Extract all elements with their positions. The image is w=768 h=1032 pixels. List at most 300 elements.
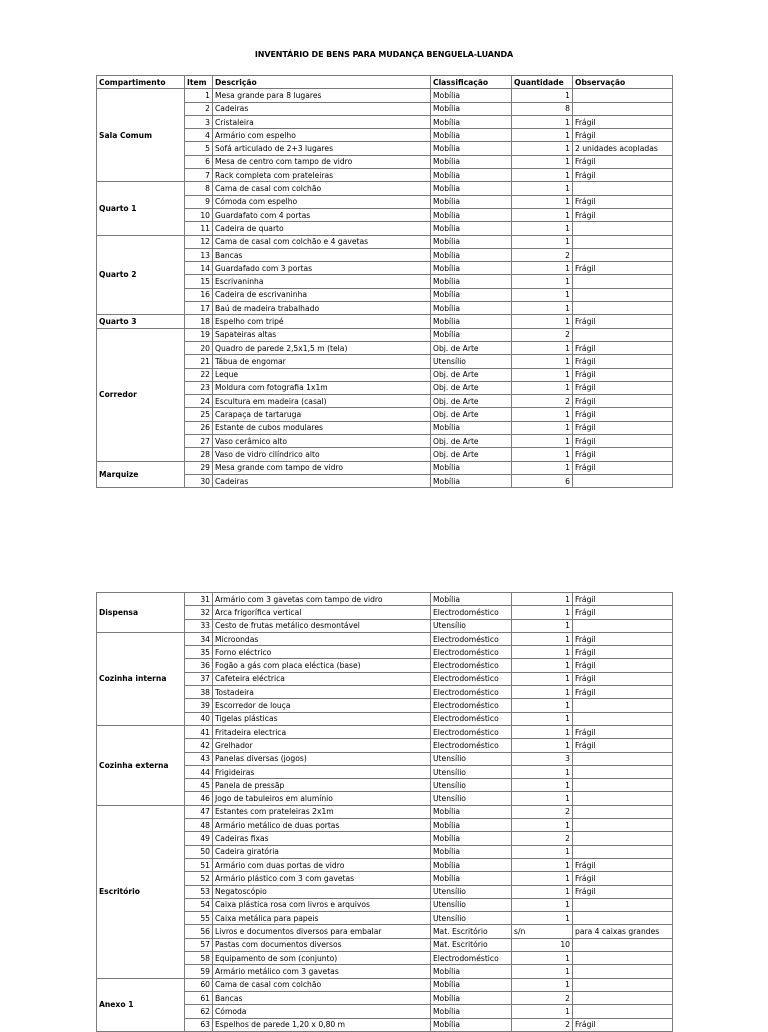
classification-cell: Obj. de Arte bbox=[431, 408, 512, 421]
description-cell: Leque bbox=[213, 368, 431, 381]
classification-cell: Mobília bbox=[431, 965, 512, 978]
compartment-cell: Quarto 2 bbox=[97, 235, 185, 315]
description-cell: Panela de pressãp bbox=[213, 779, 431, 792]
description-cell: Guardafado com 3 portas bbox=[213, 262, 431, 275]
description-cell: Cesto de frutas metálico desmontável bbox=[213, 619, 431, 632]
quantity-cell: 1 bbox=[512, 965, 573, 978]
item-number-cell: 13 bbox=[185, 248, 213, 261]
item-number-cell: 23 bbox=[185, 381, 213, 394]
description-cell: Baú de madeira trabalhado bbox=[213, 302, 431, 315]
description-cell: Cadeira de escrivaninha bbox=[213, 288, 431, 301]
quantity-cell: 1 bbox=[512, 712, 573, 725]
quantity-cell: 2 bbox=[512, 805, 573, 818]
item-number-cell: 51 bbox=[185, 858, 213, 871]
description-cell: Livros e documentos diversos para embalar bbox=[213, 925, 431, 938]
quantity-cell: 1 bbox=[512, 381, 573, 394]
item-number-cell: 59 bbox=[185, 965, 213, 978]
quantity-cell: 1 bbox=[512, 341, 573, 354]
item-number-cell: 17 bbox=[185, 302, 213, 315]
classification-cell: Obj. de Arte bbox=[431, 448, 512, 461]
classification-cell: Electrodoméstico bbox=[431, 659, 512, 672]
observation-cell: Frágil bbox=[573, 448, 673, 461]
classification-cell: Mobília bbox=[431, 1005, 512, 1018]
item-number-cell: 62 bbox=[185, 1005, 213, 1018]
classification-cell: Mobília bbox=[431, 978, 512, 991]
quantity-cell: 2 bbox=[512, 395, 573, 408]
quantity-cell: 1 bbox=[512, 739, 573, 752]
compartment-cell: Quarto 1 bbox=[97, 182, 185, 235]
observation-cell bbox=[573, 938, 673, 951]
table-row bbox=[97, 182, 673, 195]
description-cell: Cafeteira eléctrica bbox=[213, 672, 431, 685]
quantity-cell: 2 bbox=[512, 248, 573, 261]
description-cell: Armário plástico com 3 com gavetas bbox=[213, 872, 431, 885]
quantity-cell: 1 bbox=[512, 115, 573, 128]
item-number-cell: 6 bbox=[185, 155, 213, 168]
item-number-cell: 49 bbox=[185, 832, 213, 845]
observation-cell bbox=[573, 699, 673, 712]
classification-cell: Mobília bbox=[431, 845, 512, 858]
description-cell: Fritadeira electrica bbox=[213, 725, 431, 738]
classification-cell: Electrodoméstico bbox=[431, 632, 512, 645]
observation-cell bbox=[573, 235, 673, 248]
item-number-cell: 47 bbox=[185, 805, 213, 818]
quantity-cell: 1 bbox=[512, 129, 573, 142]
description-cell: Microondas bbox=[213, 632, 431, 645]
item-number-cell: 1 bbox=[185, 89, 213, 102]
description-cell: Equipamento de som (conjunto) bbox=[213, 952, 431, 965]
item-number-cell: 48 bbox=[185, 819, 213, 832]
compartment-cell: Escritório bbox=[97, 805, 185, 978]
observation-cell bbox=[573, 952, 673, 965]
description-cell: Jogo de tabuleiros em alumínio bbox=[213, 792, 431, 805]
item-number-cell: 46 bbox=[185, 792, 213, 805]
compartment-cell: Cozinha interna bbox=[97, 632, 185, 725]
quantity-cell: 1 bbox=[512, 355, 573, 368]
item-number-cell: 5 bbox=[185, 142, 213, 155]
quantity-cell: 8 bbox=[512, 102, 573, 115]
quantity-cell: 1 bbox=[512, 302, 573, 315]
description-cell: Cómoda bbox=[213, 1005, 431, 1018]
classification-cell: Mobília bbox=[431, 832, 512, 845]
description-cell: Estantes com prateleiras 2x1m bbox=[213, 805, 431, 818]
description-cell: Tostadeira bbox=[213, 686, 431, 699]
header-descricao: Descrição bbox=[213, 76, 431, 89]
table-row bbox=[97, 461, 673, 474]
quantity-cell: 1 bbox=[512, 142, 573, 155]
quantity-cell: 1 bbox=[512, 155, 573, 168]
compartment-cell: Dispensa bbox=[97, 593, 185, 633]
quantity-cell: 1 bbox=[512, 208, 573, 221]
classification-cell: Obj. de Arte bbox=[431, 435, 512, 448]
quantity-cell: 1 bbox=[512, 235, 573, 248]
description-cell: Cama de casal com colchão bbox=[213, 182, 431, 195]
observation-cell bbox=[573, 912, 673, 925]
table-row bbox=[97, 978, 673, 991]
observation-cell bbox=[573, 328, 673, 341]
header-classificacao: Classificação bbox=[431, 76, 512, 89]
header-observacao: Observação bbox=[573, 76, 673, 89]
classification-cell: Mobília bbox=[431, 593, 512, 606]
quantity-cell: 1 bbox=[512, 858, 573, 871]
item-number-cell: 32 bbox=[185, 606, 213, 619]
quantity-cell: 1 bbox=[512, 89, 573, 102]
description-cell: Cadeiras bbox=[213, 474, 431, 487]
description-cell: Escultura em madeira (casal) bbox=[213, 395, 431, 408]
observation-cell: Frágil bbox=[573, 1018, 673, 1031]
classification-cell: Mobília bbox=[431, 169, 512, 182]
observation-cell bbox=[573, 792, 673, 805]
description-cell: Espelho com tripé bbox=[213, 315, 431, 328]
classification-cell: Electrodoméstico bbox=[431, 606, 512, 619]
description-cell: Escorredor de louça bbox=[213, 699, 431, 712]
item-number-cell: 10 bbox=[185, 208, 213, 221]
classification-cell: Mat. Escritório bbox=[431, 938, 512, 951]
description-cell: Arca frigorífica vertical bbox=[213, 606, 431, 619]
observation-cell bbox=[573, 805, 673, 818]
description-cell: Sapateiras altas bbox=[213, 328, 431, 341]
observation-cell: Frágil bbox=[573, 368, 673, 381]
description-cell: Tigelas plásticas bbox=[213, 712, 431, 725]
compartment-cell: Quarto 3 bbox=[97, 315, 185, 328]
quantity-cell: 2 bbox=[512, 991, 573, 1004]
classification-cell: Mobília bbox=[431, 115, 512, 128]
observation-cell: Frágil bbox=[573, 606, 673, 619]
description-cell: Tábua de engomar bbox=[213, 355, 431, 368]
item-number-cell: 54 bbox=[185, 898, 213, 911]
description-cell: Vaso de vidro cilíndrico alto bbox=[213, 448, 431, 461]
classification-cell: Mobília bbox=[431, 1018, 512, 1031]
description-cell: Moldura com fotografia 1x1m bbox=[213, 381, 431, 394]
observation-cell: Frágil bbox=[573, 169, 673, 182]
quantity-cell: 1 bbox=[512, 461, 573, 474]
item-number-cell: 24 bbox=[185, 395, 213, 408]
classification-cell: Mobília bbox=[431, 288, 512, 301]
item-number-cell: 14 bbox=[185, 262, 213, 275]
classification-cell: Utensílio bbox=[431, 912, 512, 925]
quantity-cell: 1 bbox=[512, 421, 573, 434]
item-number-cell: 58 bbox=[185, 952, 213, 965]
classification-cell: Mobília bbox=[431, 872, 512, 885]
description-cell: Cadeiras fixas bbox=[213, 832, 431, 845]
item-number-cell: 29 bbox=[185, 461, 213, 474]
compartment-cell: Corredor bbox=[97, 328, 185, 461]
compartment-cell: Cozinha externa bbox=[97, 725, 185, 805]
quantity-cell: 1 bbox=[512, 262, 573, 275]
description-cell: Panelas diversas (jogos) bbox=[213, 752, 431, 765]
item-number-cell: 57 bbox=[185, 938, 213, 951]
observation-cell bbox=[573, 765, 673, 778]
observation-cell: Frágil bbox=[573, 341, 673, 354]
classification-cell: Electrodoméstico bbox=[431, 952, 512, 965]
observation-cell bbox=[573, 832, 673, 845]
item-number-cell: 26 bbox=[185, 421, 213, 434]
header-item: Item bbox=[185, 76, 213, 89]
description-cell: Guardafato com 4 portas bbox=[213, 208, 431, 221]
quantity-cell: 1 bbox=[512, 699, 573, 712]
description-cell: Grelhador bbox=[213, 739, 431, 752]
description-cell: Cama de casal com colchão e 4 gavetas bbox=[213, 235, 431, 248]
observation-cell: Frágil bbox=[573, 195, 673, 208]
observation-cell bbox=[573, 712, 673, 725]
item-number-cell: 52 bbox=[185, 872, 213, 885]
item-number-cell: 11 bbox=[185, 222, 213, 235]
observation-cell bbox=[573, 619, 673, 632]
quantity-cell: 1 bbox=[512, 182, 573, 195]
description-cell: Cama de casal com colchão bbox=[213, 978, 431, 991]
item-number-cell: 56 bbox=[185, 925, 213, 938]
observation-cell: Frágil bbox=[573, 262, 673, 275]
observation-cell: Frágil bbox=[573, 421, 673, 434]
description-cell: Armário metálico de duas portas bbox=[213, 819, 431, 832]
observation-cell: Frágil bbox=[573, 593, 673, 606]
table-row bbox=[97, 805, 673, 818]
quantity-cell: 1 bbox=[512, 222, 573, 235]
description-cell: Fogão a gás com placa eléctica (base) bbox=[213, 659, 431, 672]
classification-cell: Mobília bbox=[431, 235, 512, 248]
observation-cell: para 4 caixas grandes bbox=[573, 925, 673, 938]
table-row bbox=[97, 89, 673, 102]
quantity-cell: 10 bbox=[512, 938, 573, 951]
quantity-cell: 1 bbox=[512, 672, 573, 685]
observation-cell: Frágil bbox=[573, 461, 673, 474]
description-cell: Cadeira de quarto bbox=[213, 222, 431, 235]
quantity-cell: 1 bbox=[512, 885, 573, 898]
table-row bbox=[97, 725, 673, 738]
observation-cell bbox=[573, 779, 673, 792]
item-number-cell: 39 bbox=[185, 699, 213, 712]
observation-cell: Frágil bbox=[573, 672, 673, 685]
item-number-cell: 18 bbox=[185, 315, 213, 328]
quantity-cell: 1 bbox=[512, 593, 573, 606]
description-cell: Armário com duas portas de vidro bbox=[213, 858, 431, 871]
description-cell: Pastas com documentos diversos bbox=[213, 938, 431, 951]
quantity-cell: 1 bbox=[512, 408, 573, 421]
item-number-cell: 22 bbox=[185, 368, 213, 381]
description-cell: Caixa metálica para papeis bbox=[213, 912, 431, 925]
description-cell: Caixa plástica rosa com livros e arquivos bbox=[213, 898, 431, 911]
classification-cell: Mobília bbox=[431, 182, 512, 195]
description-cell: Cadeiras bbox=[213, 102, 431, 115]
description-cell: Armário metálico com 3 gavetas bbox=[213, 965, 431, 978]
observation-cell: Frágil bbox=[573, 646, 673, 659]
observation-cell bbox=[573, 102, 673, 115]
classification-cell: Mobília bbox=[431, 328, 512, 341]
classification-cell: Mobília bbox=[431, 805, 512, 818]
classification-cell: Mobília bbox=[431, 421, 512, 434]
classification-cell: Utensílio bbox=[431, 752, 512, 765]
observation-cell: Frágil bbox=[573, 381, 673, 394]
classification-cell: Obj. de Arte bbox=[431, 341, 512, 354]
item-number-cell: 37 bbox=[185, 672, 213, 685]
compartment-cell: Marquize bbox=[97, 461, 185, 488]
item-number-cell: 3 bbox=[185, 115, 213, 128]
observation-cell: Frágil bbox=[573, 155, 673, 168]
table-row bbox=[97, 593, 673, 606]
quantity-cell: 1 bbox=[512, 912, 573, 925]
header-compartimento: Compartimento bbox=[97, 76, 185, 89]
quantity-cell: 2 bbox=[512, 832, 573, 845]
description-cell: Vaso cerâmico alto bbox=[213, 435, 431, 448]
classification-cell: Mobília bbox=[431, 129, 512, 142]
classification-cell: Mobília bbox=[431, 195, 512, 208]
compartment-cell: Anexo 1 bbox=[97, 978, 185, 1031]
item-number-cell: 53 bbox=[185, 885, 213, 898]
description-cell: Bancas bbox=[213, 991, 431, 1004]
classification-cell: Mobília bbox=[431, 102, 512, 115]
description-cell: Carapaça de tartaruga bbox=[213, 408, 431, 421]
inventory-table-1 bbox=[96, 75, 673, 488]
item-number-cell: 44 bbox=[185, 765, 213, 778]
item-number-cell: 38 bbox=[185, 686, 213, 699]
observation-cell: Frágil bbox=[573, 632, 673, 645]
quantity-cell: 6 bbox=[512, 474, 573, 487]
classification-cell: Mobília bbox=[431, 208, 512, 221]
inventory-body-1 bbox=[97, 89, 673, 488]
header-row bbox=[97, 76, 673, 89]
quantity-cell: 1 bbox=[512, 288, 573, 301]
observation-cell bbox=[573, 275, 673, 288]
item-number-cell: 34 bbox=[185, 632, 213, 645]
classification-cell: Mobília bbox=[431, 222, 512, 235]
item-number-cell: 4 bbox=[185, 129, 213, 142]
classification-cell: Utensílio bbox=[431, 885, 512, 898]
table-row bbox=[97, 328, 673, 341]
description-cell: Mesa grande com tampo de vidro bbox=[213, 461, 431, 474]
classification-cell: Mobília bbox=[431, 474, 512, 487]
quantity-cell: 1 bbox=[512, 619, 573, 632]
observation-cell bbox=[573, 845, 673, 858]
description-cell: Sofá articulado de 2+3 lugares bbox=[213, 142, 431, 155]
item-number-cell: 9 bbox=[185, 195, 213, 208]
description-cell: Armário com espelho bbox=[213, 129, 431, 142]
observation-cell: Frágil bbox=[573, 208, 673, 221]
observation-cell bbox=[573, 248, 673, 261]
item-number-cell: 30 bbox=[185, 474, 213, 487]
quantity-cell: s/n bbox=[512, 925, 573, 938]
classification-cell: Mat. Escritório bbox=[431, 925, 512, 938]
classification-cell: Mobília bbox=[431, 262, 512, 275]
description-cell: Estante de cubos modulares bbox=[213, 421, 431, 434]
item-number-cell: 12 bbox=[185, 235, 213, 248]
quantity-cell: 1 bbox=[512, 819, 573, 832]
observation-cell bbox=[573, 288, 673, 301]
quantity-cell: 1 bbox=[512, 632, 573, 645]
classification-cell: Mobília bbox=[431, 315, 512, 328]
observation-cell bbox=[573, 182, 673, 195]
quantity-cell: 1 bbox=[512, 898, 573, 911]
observation-cell: Frágil bbox=[573, 659, 673, 672]
observation-cell: Frágil bbox=[573, 115, 673, 128]
item-number-cell: 20 bbox=[185, 341, 213, 354]
classification-cell: Mobília bbox=[431, 89, 512, 102]
table-row bbox=[97, 235, 673, 248]
item-number-cell: 27 bbox=[185, 435, 213, 448]
item-number-cell: 60 bbox=[185, 978, 213, 991]
observation-cell: Frágil bbox=[573, 885, 673, 898]
observation-cell bbox=[573, 991, 673, 1004]
item-number-cell: 7 bbox=[185, 169, 213, 182]
quantity-cell: 2 bbox=[512, 328, 573, 341]
classification-cell: Utensílio bbox=[431, 898, 512, 911]
observation-cell bbox=[573, 752, 673, 765]
classification-cell: Obj. de Arte bbox=[431, 368, 512, 381]
classification-cell: Mobília bbox=[431, 461, 512, 474]
observation-cell bbox=[573, 978, 673, 991]
observation-cell: Frágil bbox=[573, 129, 673, 142]
table-row bbox=[97, 315, 673, 328]
classification-cell: Mobília bbox=[431, 991, 512, 1004]
quantity-cell: 1 bbox=[512, 1005, 573, 1018]
quantity-cell: 1 bbox=[512, 368, 573, 381]
quantity-cell: 1 bbox=[512, 792, 573, 805]
observation-cell bbox=[573, 474, 673, 487]
classification-cell: Mobília bbox=[431, 858, 512, 871]
quantity-cell: 1 bbox=[512, 978, 573, 991]
inventory-body-2 bbox=[97, 593, 673, 1032]
quantity-cell: 1 bbox=[512, 725, 573, 738]
observation-cell: Frágil bbox=[573, 686, 673, 699]
quantity-cell: 1 bbox=[512, 779, 573, 792]
classification-cell: Electrodoméstico bbox=[431, 725, 512, 738]
item-number-cell: 28 bbox=[185, 448, 213, 461]
observation-cell: Frágil bbox=[573, 725, 673, 738]
observation-cell: Frágil bbox=[573, 395, 673, 408]
classification-cell: Obj. de Arte bbox=[431, 395, 512, 408]
description-cell: Cómoda com espelho bbox=[213, 195, 431, 208]
observation-cell: Frágil bbox=[573, 872, 673, 885]
item-number-cell: 33 bbox=[185, 619, 213, 632]
description-cell: Armário com 3 gavetas com tampo de vidro bbox=[213, 593, 431, 606]
item-number-cell: 41 bbox=[185, 725, 213, 738]
observation-cell: Frágil bbox=[573, 408, 673, 421]
description-cell: Negatoscópio bbox=[213, 885, 431, 898]
observation-cell bbox=[573, 965, 673, 978]
classification-cell: Mobília bbox=[431, 155, 512, 168]
item-number-cell: 31 bbox=[185, 593, 213, 606]
classification-cell: Electrodoméstico bbox=[431, 739, 512, 752]
item-number-cell: 61 bbox=[185, 991, 213, 1004]
description-cell: Cristaleira bbox=[213, 115, 431, 128]
description-cell: Quadro de parede 2,5x1,5 m (tela) bbox=[213, 341, 431, 354]
quantity-cell: 1 bbox=[512, 195, 573, 208]
item-number-cell: 2 bbox=[185, 102, 213, 115]
item-number-cell: 55 bbox=[185, 912, 213, 925]
item-number-cell: 25 bbox=[185, 408, 213, 421]
quantity-cell: 1 bbox=[512, 872, 573, 885]
item-number-cell: 36 bbox=[185, 659, 213, 672]
classification-cell: Electrodoméstico bbox=[431, 686, 512, 699]
observation-cell: Frágil bbox=[573, 315, 673, 328]
classification-cell: Mobília bbox=[431, 248, 512, 261]
description-cell: Espelhos de parede 1,20 x 0,80 m bbox=[213, 1018, 431, 1031]
description-cell: Frigideiras bbox=[213, 765, 431, 778]
quantity-cell: 1 bbox=[512, 646, 573, 659]
item-number-cell: 35 bbox=[185, 646, 213, 659]
item-number-cell: 43 bbox=[185, 752, 213, 765]
table-row bbox=[97, 632, 673, 645]
classification-cell: Electrodoméstico bbox=[431, 712, 512, 725]
observation-cell: Frágil bbox=[573, 355, 673, 368]
observation-cell bbox=[573, 819, 673, 832]
item-number-cell: 21 bbox=[185, 355, 213, 368]
description-cell: Forno eléctrico bbox=[213, 646, 431, 659]
quantity-cell: 1 bbox=[512, 448, 573, 461]
item-number-cell: 50 bbox=[185, 845, 213, 858]
classification-cell: Utensílio bbox=[431, 779, 512, 792]
classification-cell: Utensílio bbox=[431, 765, 512, 778]
quantity-cell: 1 bbox=[512, 169, 573, 182]
